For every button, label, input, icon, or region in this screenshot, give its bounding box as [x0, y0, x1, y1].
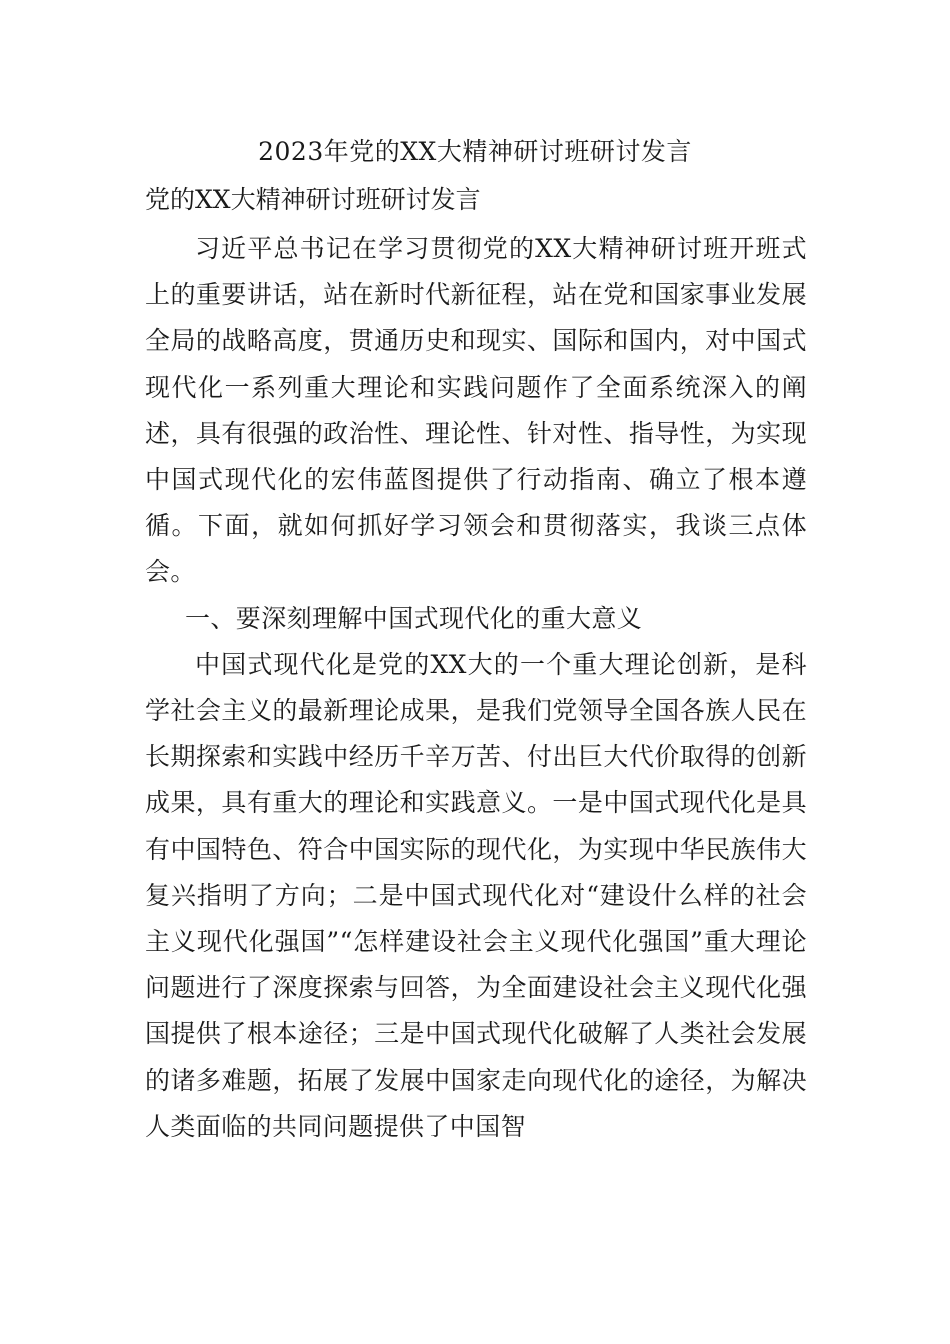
intro-paragraph: 习近平总书记在学习贯彻党的XX大精神研讨班开班式上的重要讲话，站在新时代新征程，站在党和国家事业发展全局的战略高度，贯通历史和现实、国际和国内，对中国式现代化一系列重大理论和实践问题作了全面系统深入的阐述，具有很强的政治性、理论性、针对性、指导性，为实现中国式现代化的宏伟蓝图提供了行动指南、确立了根本遵循。下面，就如何抓好学习领会和贯彻落实，我谈三点体会。	[145, 234, 807, 587]
section-paragraph: 中国式现代化是党的XX大的一个重大理论创新，是科学社会主义的最新理论成果，是我们党领导全国各族人民在长期探索和实践中经历千辛万苦、付出巨大代价取得的创新成果，具有重大的理论和实践意义。一是中国式现代化是具有中国特色、符合中国实际的现代化，为实现中华民族伟大复兴指明了方向；二是中国式现代化对“建设什么样的社会主义现代化强国”“怎样建设社会主义现代化强国”重大理论问题进行了深度探索与回答，为全面建设社会主义现代化强国提供了根本途径；三是中国式现代化破解了人类社会发展的诸多难题，拓展了发展中国家走向现代化的途径，为解决人类面临的共同问题提供了中国智	[145, 649, 807, 1141]
document-title: 2023年党的XX大精神研讨班研讨发言	[258, 137, 692, 166]
document-body	[145, 226, 807, 1150]
document-subtitle: 党的XX大精神研讨班研讨发言	[145, 185, 481, 214]
section-heading: 一、要深刻理解中国式现代化的重大意义	[185, 603, 643, 633]
